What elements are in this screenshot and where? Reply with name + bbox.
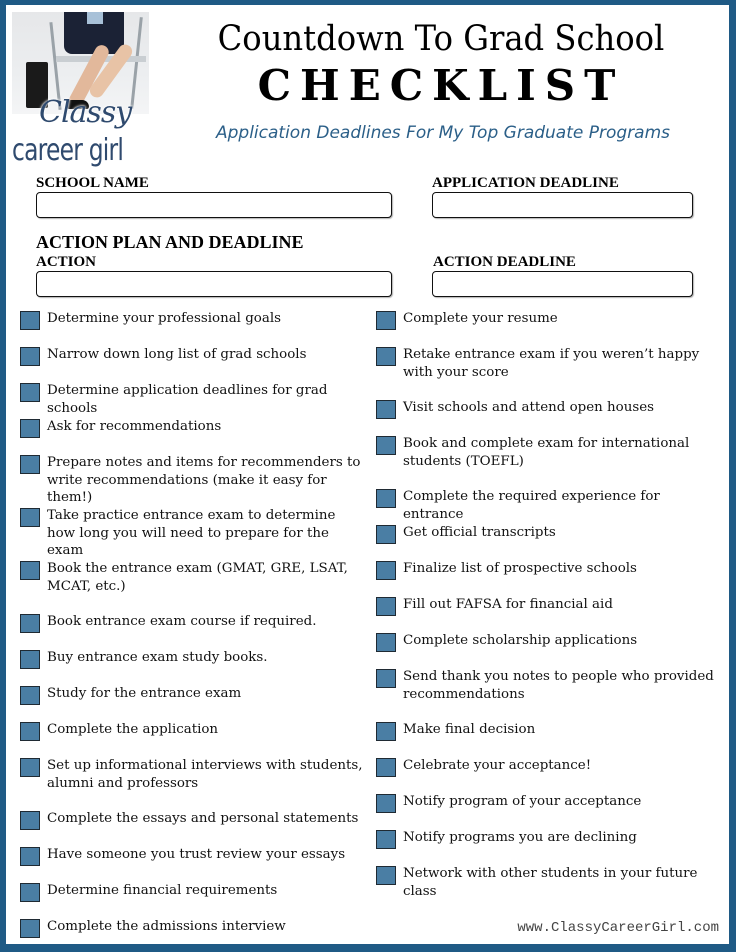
checklist-item[interactable] xyxy=(376,524,723,544)
brand-logo xyxy=(9,9,149,171)
logo-text-career-girl: career girl xyxy=(12,133,124,168)
checkbox[interactable] xyxy=(376,722,396,741)
checkbox[interactable] xyxy=(20,650,40,669)
checklist-item[interactable] xyxy=(376,399,723,419)
checkbox[interactable] xyxy=(20,347,40,366)
checklist-item[interactable] xyxy=(376,829,723,849)
checklist-item[interactable] xyxy=(20,382,367,417)
checklist-item[interactable] xyxy=(376,721,723,741)
checklist-item-label: Celebrate your acceptance! xyxy=(403,758,592,773)
checklist-item-label: Determine application deadlines for grad schools xyxy=(47,383,328,416)
checklist-item[interactable] xyxy=(20,649,367,669)
school-name-label: SCHOOL NAME xyxy=(36,175,149,191)
checklist-item-label: Fill out FAFSA for financial aid xyxy=(403,597,613,612)
checkbox[interactable] xyxy=(376,866,396,885)
checklist-item-label: Finalize list of prospective schools xyxy=(403,561,637,576)
checklist-item-label: Notify programs you are declining xyxy=(403,830,637,845)
checklist-item-label: Complete scholarship applications xyxy=(403,633,638,648)
checkbox[interactable] xyxy=(20,455,40,474)
checklist-item-label: Get official transcripts xyxy=(403,525,556,540)
action-label: ACTION xyxy=(36,254,97,270)
checklist-item-label: Make final decision xyxy=(403,722,536,737)
checklist-item-label: Network with other students in your future class xyxy=(403,866,698,899)
checkbox[interactable] xyxy=(20,811,40,830)
checklist-item-label: Book entrance exam course if required. xyxy=(47,614,317,629)
checklist-item[interactable] xyxy=(376,865,723,900)
checkbox[interactable] xyxy=(20,508,40,527)
checkbox[interactable] xyxy=(376,669,396,688)
checklist-item-label: Complete the required experience for entrance xyxy=(403,489,660,522)
checkbox[interactable] xyxy=(376,830,396,849)
checklist-item-label: Study for the entrance exam xyxy=(47,686,242,701)
action-deadline-label: ACTION DEADLINE xyxy=(433,254,576,270)
checkbox[interactable] xyxy=(20,311,40,330)
checklist-item[interactable] xyxy=(376,632,723,652)
checkbox[interactable] xyxy=(20,722,40,741)
checklist-item[interactable] xyxy=(20,882,367,902)
checklist-item[interactable] xyxy=(20,613,367,633)
checklist-item[interactable] xyxy=(20,846,367,866)
page-title-checklist: CHECKLIST xyxy=(257,61,625,110)
checklist-item-label: Book and complete exam for international students (TOEFL) xyxy=(403,436,690,469)
checklist-item[interactable] xyxy=(20,346,367,366)
checkbox[interactable] xyxy=(376,400,396,419)
checklist-item-label: Take practice entrance exam to determine how long you will need to prepare for the exam xyxy=(47,508,336,558)
checkbox[interactable] xyxy=(376,561,396,580)
checklist-item[interactable] xyxy=(20,560,367,595)
checkbox[interactable] xyxy=(20,383,40,402)
checkbox[interactable] xyxy=(376,633,396,652)
checklist-item-label: Set up informational interviews with students, alumni and professors xyxy=(47,758,363,791)
checklist-item-label: Narrow down long list of grad schools xyxy=(47,347,307,362)
checklist-item-label: Send thank you notes to people who provided recommendations xyxy=(403,669,714,702)
checkbox[interactable] xyxy=(376,347,396,366)
checkbox[interactable] xyxy=(376,489,396,508)
checklist-item[interactable] xyxy=(376,560,723,580)
checklist-item[interactable] xyxy=(20,918,367,938)
checklist-item-label: Complete the application xyxy=(47,722,219,737)
checkbox[interactable] xyxy=(376,597,396,616)
checklist-item-label: Determine financial requirements xyxy=(47,883,278,898)
checklist-item-label: Prepare notes and items for recommenders to write recommendations (make it easy for them!) xyxy=(47,455,361,505)
checkbox[interactable] xyxy=(20,614,40,633)
checklist-item[interactable] xyxy=(20,507,367,560)
checklist-item[interactable] xyxy=(376,757,723,777)
checklist-item-label: Visit schools and attend open houses xyxy=(403,400,655,415)
checklist-item[interactable] xyxy=(376,668,723,703)
checklist-item-label: Retake entrance exam if you weren’t happy with your score xyxy=(403,347,700,380)
checklist-item[interactable] xyxy=(20,454,367,507)
logo-text-classy: Classy xyxy=(39,95,132,130)
checkbox[interactable] xyxy=(20,883,40,902)
checkbox[interactable] xyxy=(376,436,396,455)
checkbox[interactable] xyxy=(20,847,40,866)
website-url[interactable]: www.ClassyCareerGirl.com xyxy=(517,920,719,936)
page-subtitle: Application Deadlines For My Top Graduate Programs xyxy=(215,123,671,143)
checklist-item-label: Determine your professional goals xyxy=(47,311,281,326)
checkbox[interactable] xyxy=(376,794,396,813)
checklist-item-label: Complete the admissions interview xyxy=(47,919,286,934)
checkbox[interactable] xyxy=(20,686,40,705)
checklist-item[interactable] xyxy=(20,310,367,330)
checklist-item[interactable] xyxy=(376,793,723,813)
checkbox[interactable] xyxy=(20,919,40,938)
checklist-item-label: Buy entrance exam study books. xyxy=(47,650,268,665)
checklist-item-label: Complete your resume xyxy=(403,311,558,326)
application-deadline-field[interactable] xyxy=(432,192,693,218)
checklist-item-label: Have someone you trust review your essays xyxy=(47,847,346,862)
checkbox[interactable] xyxy=(376,758,396,777)
checkbox[interactable] xyxy=(20,758,40,777)
checkbox[interactable] xyxy=(20,419,40,438)
action-field[interactable] xyxy=(36,271,392,297)
checklist-item[interactable] xyxy=(376,596,723,616)
page-title: Countdown To Grad School xyxy=(217,19,665,59)
checklist-item[interactable] xyxy=(20,810,367,830)
school-name-field[interactable] xyxy=(36,192,392,218)
checklist-item[interactable] xyxy=(376,435,723,470)
checklist-item[interactable] xyxy=(20,418,367,438)
checklist-item-label: Ask for recommendations xyxy=(47,419,222,434)
checklist-item-label: Book the entrance exam (GMAT, GRE, LSAT, MCAT, etc.) xyxy=(47,561,348,594)
checkbox[interactable] xyxy=(376,311,396,330)
checklist-item[interactable] xyxy=(376,488,723,523)
checklist-item-label: Notify program of your acceptance xyxy=(403,794,642,809)
checklist-item[interactable] xyxy=(20,721,367,741)
checklist-page xyxy=(6,5,729,944)
checkbox[interactable] xyxy=(20,561,40,580)
checklist-item-label: Complete the essays and personal statements xyxy=(47,811,359,826)
checklist-item[interactable] xyxy=(376,310,723,330)
action-plan-heading: ACTION PLAN AND DEADLINE xyxy=(36,232,304,252)
checklist-item[interactable] xyxy=(20,685,367,705)
application-deadline-label: APPLICATION DEADLINE xyxy=(432,175,619,191)
checklist-item[interactable] xyxy=(20,757,367,792)
action-deadline-field[interactable] xyxy=(432,271,693,297)
checklist-item[interactable] xyxy=(376,346,723,381)
checkbox[interactable] xyxy=(376,525,396,544)
